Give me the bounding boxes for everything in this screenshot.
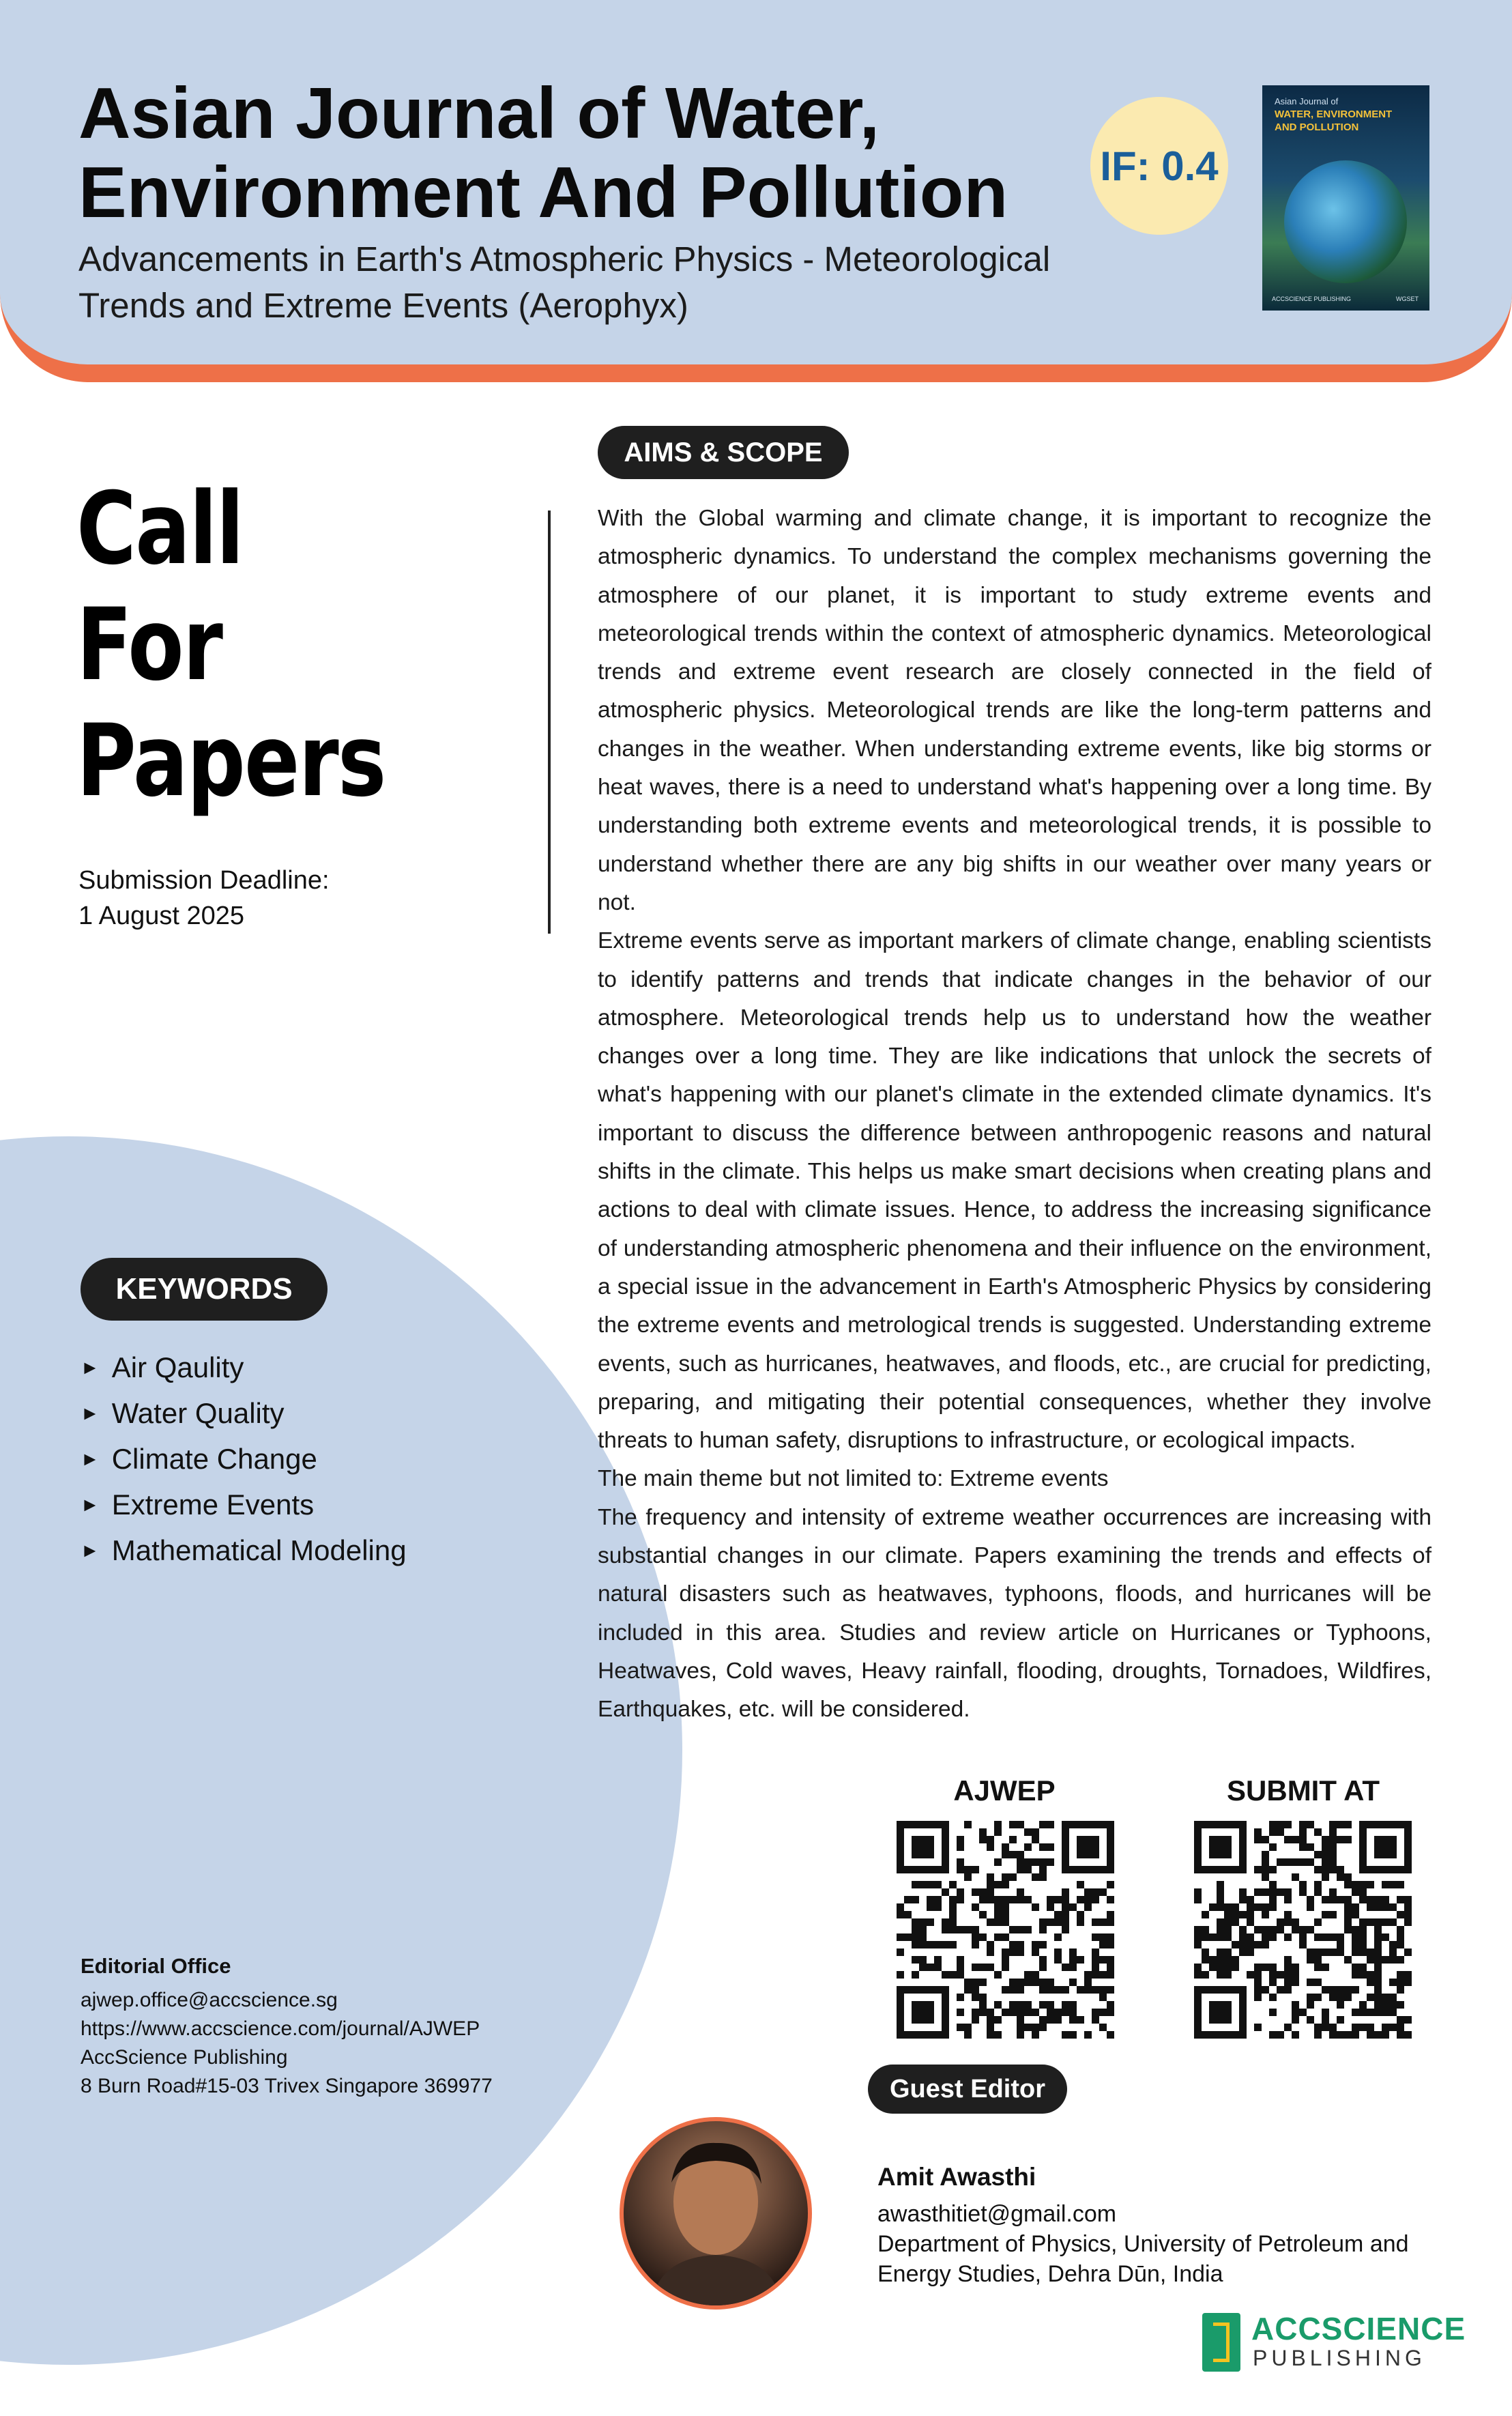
keywords-label: KEYWORDS [81, 1258, 328, 1321]
qr-pattern-icon [1194, 1821, 1412, 2039]
office-url[interactable]: https://www.accscience.com/journal/AJWEP [81, 2017, 480, 2040]
triangle-bullet-icon: ► [81, 1403, 100, 1424]
qr-pattern-icon [897, 1821, 1114, 2039]
aims-paragraph: The frequency and intensity of extreme weather occurrences are increasing with substantial changes in our climate. Papers examining the trends and effects of natural disasters such as heatwaves, typhoons, floods, and hurricanes will be included in this area. Studies and review article on Hurricanes or Typhoons, Heatwaves, Cold waves, Heavy rainfall, flooding, droughts, Tornadoes, Wildfires, Earthquakes, etc. will be considered. [598, 1504, 1431, 1723]
decorative-circle [0, 1136, 682, 2365]
submission-deadline [78, 863, 330, 934]
logo-mark-icon [1202, 2313, 1240, 2372]
office-publisher: AccScience Publishing [81, 2046, 288, 2069]
triangle-bullet-icon: ► [81, 1540, 100, 1561]
keyword-item: ► Mathematical Modeling [81, 1527, 407, 1573]
journal-title: Asian Journal of Water, Environment And Pollution [78, 73, 1008, 233]
special-issue-title: Advancements in Earth's Atmospheric Physics - Meteorological Trends and Extreme Events (Aerophyx) [78, 240, 1051, 325]
accscience-logo: ACCSCIENCE PUBLISHING [1202, 2310, 1434, 2373]
editor-info [877, 2162, 1437, 2289]
aims-scope-text [598, 500, 1431, 1729]
keyword-item: ► Extreme Events [81, 1482, 407, 1527]
divider-line [548, 510, 551, 934]
editor-email[interactable]: awasthitiet@gmail.com [877, 2201, 1117, 2227]
editor-photo [620, 2117, 812, 2310]
keyword-item: ► Air Qaulity [81, 1344, 407, 1390]
office-email[interactable]: ajwep.office@accscience.sg [81, 1989, 338, 2011]
qr-code-submit[interactable] [1194, 1821, 1414, 2041]
call-for-papers-heading: Call For Papers [76, 471, 386, 819]
triangle-bullet-icon: ► [81, 1448, 100, 1469]
qr-code-ajwep[interactable] [897, 1821, 1116, 2041]
cover-footer: ACCSCIENCE PUBLISHING WGSET [1272, 296, 1419, 302]
triangle-bullet-icon: ► [81, 1357, 100, 1378]
cover-title: Asian Journal of WATER, ENVIRONMENT AND POLLUTION [1275, 96, 1393, 133]
impact-factor-badge: IF: 0.4 [1090, 97, 1228, 235]
aims-paragraph: Extreme events serve as important markers of climate change, enabling scientists to identify patterns and trends that indicate changes in the behavior of our atmosphere. Meteorological trends help us to understand how the weather changes over a long time. They are like indications that unlock the secrets of what's happening with our planet's climate in the extended climate dynamics. It's important to discuss the difference between anthropogenic reasons and natural shifts in the climate. This helps us make smart decisions when creating plans and actions to deal with climate issues. Hence, to address the increasing significance of understanding atmospheric phenomena and their influence on the environment, a special issue in the advancement in Earth's Atmospheric Physics by considering the extreme events and metrological trends is suggested. Understanding extreme events, such as hurricanes, heatwaves, and floods, etc., are crucial for predicting, preparing, and mitigating their potential consequences, whether they involve threats to human safety, disruptions to infrastructure, or ecological impacts. [598, 928, 1431, 1454]
journal-cover-image [1262, 85, 1429, 311]
qr-label-submit: SUBMIT AT [1227, 1774, 1380, 1807]
triangle-bullet-icon: ► [81, 1494, 100, 1515]
aims-paragraph: With the Global warming and climate change, it is important to recognize the atmospheric dynamics. To understand the complex mechanisms governing the atmosphere of our planet, it is important to study extreme events and meteorological trends within the context of atmospheric dynamics. Meteorological trends and extreme event research are closely connected in the field of atmospheric physics. Meteorological trends are like the long-term patterns and changes in the weather. When understanding extreme events, like big storms or heat waves, there is a need to understand what's happening over a long time. By understanding both extreme events and meteorological trends, it is possible to understand whether there are any big shifts in our weather over many years or not. [598, 506, 1431, 915]
editor-name: Amit Awasthi [877, 2163, 1036, 2191]
editor-portrait-icon [624, 2121, 808, 2305]
editor-affiliation: Department of Physics, University of Petroleum and Energy Studies, Dehra Dūn, India [877, 2231, 1409, 2287]
qr-label-ajwep: AJWEP [953, 1774, 1056, 1807]
deadline-date: 1 August 2025 [78, 902, 244, 930]
deadline-label: Submission Deadline: [78, 866, 330, 895]
office-heading: Editorial Office [81, 1954, 231, 1978]
aims-scope-label: AIMS & SCOPE [598, 426, 849, 479]
office-address: 8 Burn Road#15-03 Trivex Singapore 369977 [81, 2075, 493, 2097]
keywords-list [81, 1344, 407, 1573]
keyword-item: ► Water Quality [81, 1390, 407, 1436]
editorial-office [81, 1952, 493, 2101]
guest-editor-label: Guest Editor [868, 2065, 1067, 2114]
aims-paragraph: The main theme but not limited to: Extreme events [598, 1466, 1109, 1492]
globe-illustration [1284, 160, 1407, 283]
keyword-item: ► Climate Change [81, 1436, 407, 1482]
